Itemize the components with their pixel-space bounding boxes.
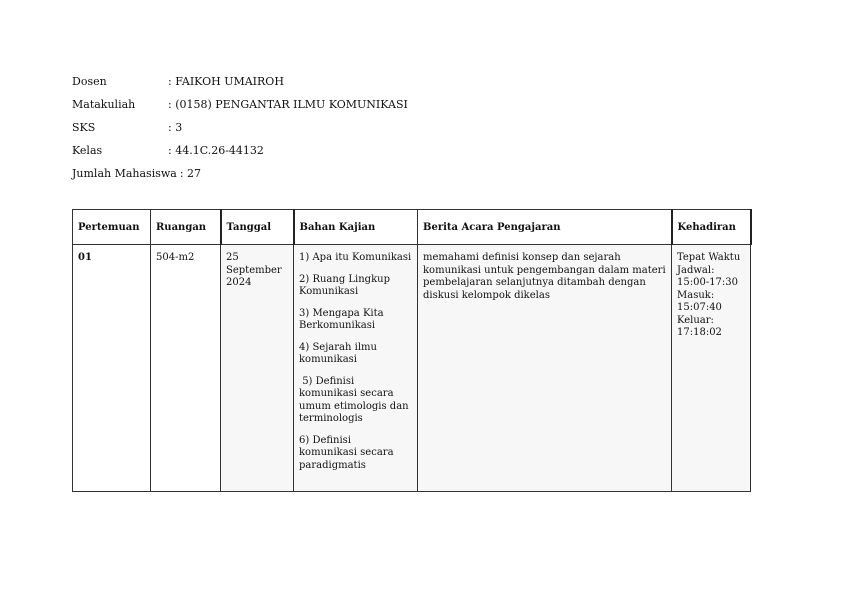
info-label: Matakuliah	[72, 98, 136, 111]
attendance-schedule-value: 15:00-17:30	[677, 277, 739, 288]
attendance-out-label: Keluar:	[677, 314, 714, 326]
attendance-status: Tepat Waktu	[677, 252, 741, 263]
cell-pertemuan: 01	[73, 245, 151, 492]
info-value: : 3	[168, 121, 183, 134]
info-label: Jumlah Mahasiswa	[72, 167, 177, 180]
topic-item: 4) Sejarah ilmu komunikasi	[299, 341, 377, 365]
cell-berita-acara: memahami definisi konsep dan sejarah komunikasi untuk pengembangan dalam materi pembelajaran selanjutnya ditambah dengan diskusi kelompok dikelas	[418, 245, 672, 492]
header-kehadiran: Kehadiran	[672, 210, 751, 245]
cell-bahan-kajian	[294, 245, 418, 492]
cell-kehadiran	[672, 245, 751, 492]
teaching-record-table	[72, 209, 752, 492]
cell-ruangan: 504-m2	[151, 245, 221, 492]
info-row-matakuliah	[72, 93, 408, 116]
header-tanggal: Tanggal	[221, 210, 294, 245]
topic-item: 1) Apa itu Komunikasi	[299, 252, 412, 263]
info-label: SKS	[72, 121, 96, 134]
info-label: Dosen	[72, 75, 107, 88]
header-bahan-kajian: Bahan Kajian	[294, 210, 418, 245]
attendance-schedule-label: Jadwal:	[677, 264, 715, 276]
attendance-out-value: 17:18:02	[677, 327, 722, 338]
topic-item: 5) Definisi komunikasi secara umum etimologis dan terminologis	[299, 375, 412, 424]
table-row	[73, 245, 751, 492]
cell-tanggal: 25 September 2024	[221, 245, 294, 492]
info-value: : FAIKOH UMAIROH	[168, 75, 284, 88]
info-row-dosen	[72, 70, 408, 93]
info-value: : (0158) PENGANTAR ILMU KOMUNIKASI	[168, 98, 408, 111]
attendance-in-label: Masuk:	[677, 289, 715, 301]
info-label: Kelas	[72, 144, 103, 157]
topic-item: 2) Ruang Lingkup Komunikasi	[299, 273, 390, 297]
info-value: : 44.1C.26-44132	[168, 144, 264, 157]
info-value: : 27	[179, 167, 202, 180]
header-berita-acara: Berita Acara Pengajaran	[418, 210, 672, 245]
attendance-in-value: 15:07:40	[677, 302, 722, 313]
topic-item: 3) Mengapa Kita Berkomunikasi	[299, 307, 384, 331]
info-row-kelas	[72, 139, 408, 162]
header-pertemuan: Pertemuan	[73, 210, 151, 245]
topic-item: 6) Definisi komunikasi secara paradigmatis	[299, 434, 394, 471]
info-row-jumlah-mahasiswa	[72, 162, 408, 185]
header-ruangan: Ruangan	[151, 210, 221, 245]
table-header-row	[73, 210, 751, 245]
info-row-sks	[72, 116, 408, 139]
course-info	[72, 70, 408, 185]
